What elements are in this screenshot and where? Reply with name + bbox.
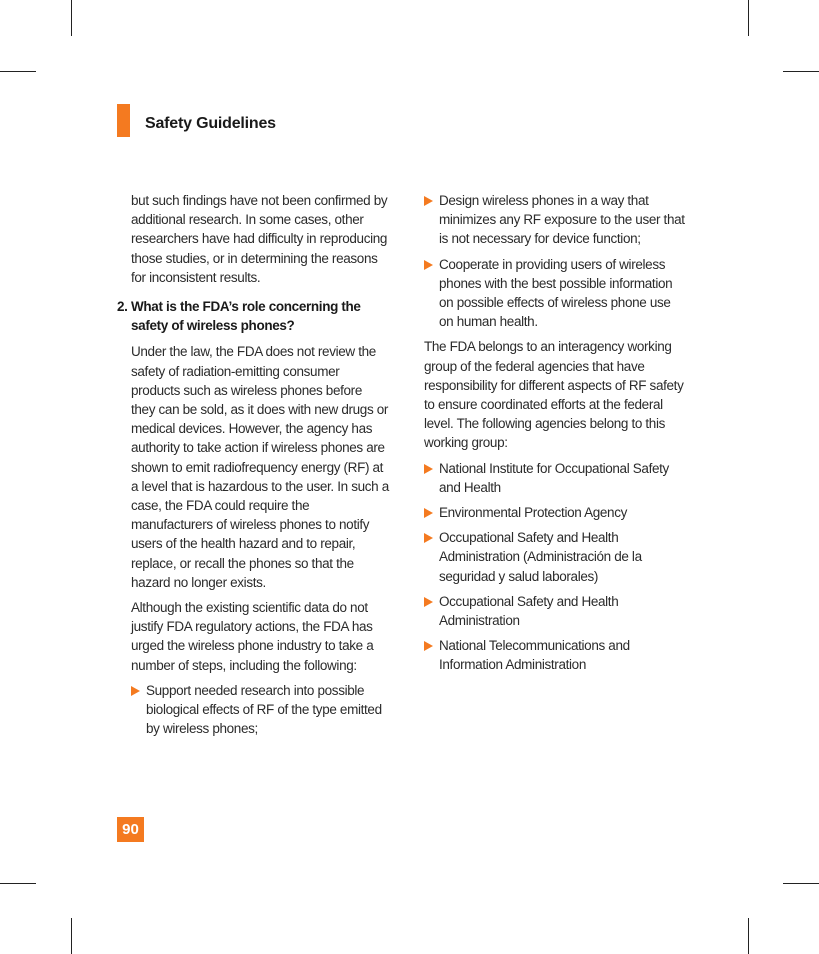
crop-mark xyxy=(71,0,72,36)
crop-mark xyxy=(783,883,819,884)
question-number: 2. xyxy=(117,299,128,315)
agency-list xyxy=(424,459,686,675)
crop-mark xyxy=(71,918,72,954)
answer-paragraph-1: Under the law, the FDA does not review the safety of radiation-emitting consumer products such as wireless phones before they can be sold, as it does with new drugs or medical devices. However, the agency has authority to take action if wireless phones are shown to emit radiofrequency energy (RF) at a level that is hazardous to the user. In such a case, the FDA could require the manufacturers of wireless phones to notify users of the health hazard and to repair, replace, or recall the phones so that the hazard no longer exists. xyxy=(131,344,389,590)
bullet-list xyxy=(424,191,686,331)
question-text: What is the FDA’s role concerning the safety of wireless phones? xyxy=(131,299,361,334)
list-item: Support needed research into possible biological effects of RF of the type emitted by wireless phones; xyxy=(131,681,389,739)
agency-paragraph: The FDA belongs to an interagency working group of the federal agencies that have responsibility for different aspects of RF safety to ensure coordinated efforts at the federal level. The following agencies belong to this working group: xyxy=(424,339,684,451)
list-item: Environmental Protection Agency xyxy=(424,503,686,522)
triangle-bullet-icon xyxy=(424,597,433,607)
list-item: Design wireless phones in a way that minimizes any RF exposure to the user that is not necessary for device function; xyxy=(424,191,686,249)
triangle-bullet-icon xyxy=(424,508,433,518)
question-heading xyxy=(117,297,389,335)
crop-mark xyxy=(0,883,36,884)
list-item: Occupational Safety and Health Administration xyxy=(424,592,686,630)
list-item: National Institute for Occupational Safety and Health xyxy=(424,459,686,497)
crop-mark xyxy=(748,0,749,36)
triangle-bullet-icon xyxy=(424,260,433,270)
crop-mark xyxy=(0,71,36,72)
bullet-list xyxy=(117,681,389,739)
triangle-bullet-icon xyxy=(424,533,433,543)
crop-mark xyxy=(783,71,819,72)
triangle-bullet-icon xyxy=(424,464,433,474)
list-item: Occupational Safety and Health Administration (Administración de la seguridad y salud laborales) xyxy=(424,528,686,586)
triangle-bullet-icon xyxy=(424,196,433,206)
intro-paragraph: but such findings have not been confirmed by additional research. In some cases, other researchers have had difficulty in reproducing those studies, or in determining the reasons for inconsistent results. xyxy=(131,193,388,285)
list-item: Cooperate in providing users of wireless phones with the best possible information on possible effects of wireless phone use on human health. xyxy=(424,255,686,332)
triangle-bullet-icon xyxy=(424,641,433,651)
left-column xyxy=(117,191,389,744)
answer-paragraph-2: Although the existing scientific data do not justify FDA regulatory actions, the FDA has urged the wireless phone industry to take a number of steps, including the following: xyxy=(131,600,374,673)
crop-mark xyxy=(748,918,749,954)
page-title: Safety Guidelines xyxy=(145,115,276,132)
header-accent-bar xyxy=(117,104,130,137)
page-number: 90 xyxy=(117,817,144,842)
list-item: National Telecommunications and Information Administration xyxy=(424,636,686,674)
right-column xyxy=(424,191,686,681)
triangle-bullet-icon xyxy=(131,686,140,696)
